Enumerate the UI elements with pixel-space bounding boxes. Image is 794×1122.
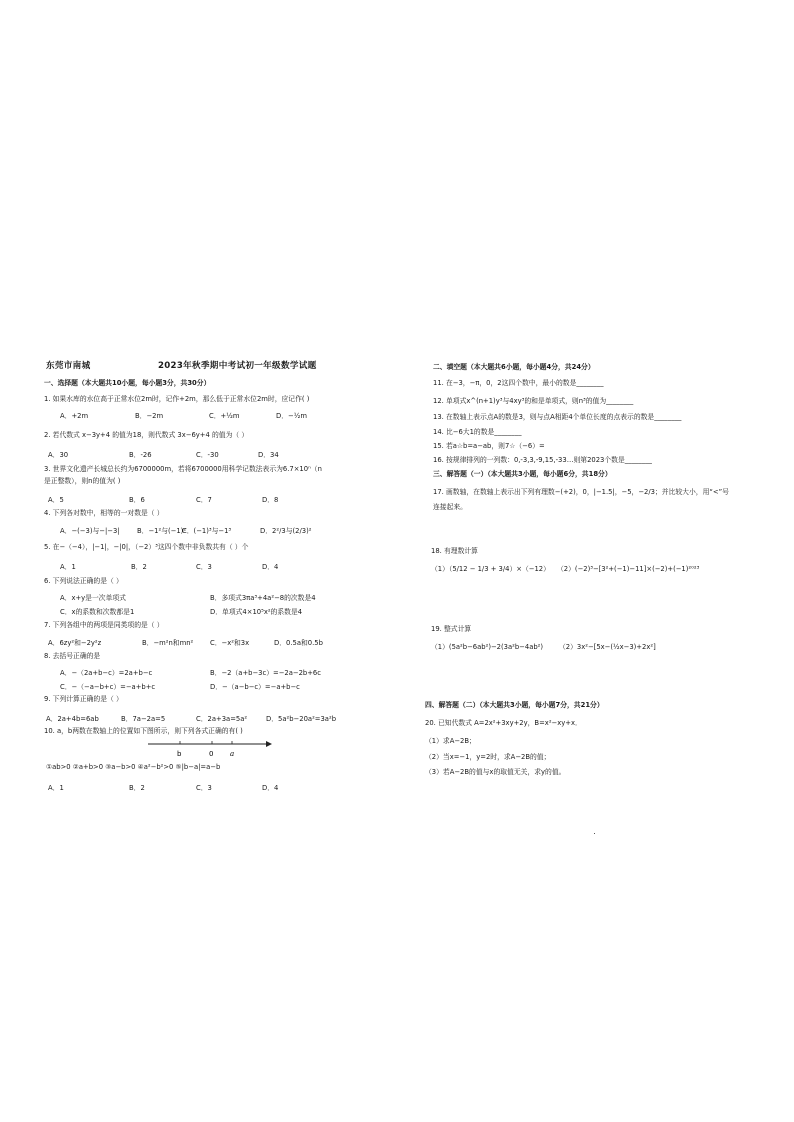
section-2-heading: 二、填空题（本大题共6小题，每小题4分，共24分）: [433, 363, 595, 371]
question-5: 5. 在−（−4），|−1|，−|0|，（−2）³这四个数中非负数共有（ ）个: [44, 543, 249, 551]
q8-option-c: C．−（−a−b+c）=−a+b+c: [60, 683, 156, 691]
question-20-part-2: （2）当x=−1，y=2时，求A−2B的值；: [425, 753, 551, 761]
scan-speck: [594, 833, 595, 834]
q9-option-d: D．5a²b−20a²=3a²b: [266, 715, 337, 723]
question-16: 16. 按规律排列的一列数：0,-3,3,-9,15,-33…则第2023个数是________: [433, 456, 652, 464]
question-6: 6. 下列说法正确的是（ ）: [44, 577, 123, 585]
question-7: 7. 下列各组中的两项是同类项的是（ ）: [44, 621, 164, 629]
section-3-heading: 三、解答题（一）（本大题共3小题，每小题6分，共18分）: [433, 470, 612, 478]
number-line-diagram: [144, 738, 274, 760]
question-20-part-1: （1）求A−2B；: [425, 737, 476, 745]
q5-option-d: D．4: [262, 563, 279, 571]
region-label: 东莞市南城: [46, 361, 91, 371]
question-17-line-2: 连接起来。: [433, 503, 467, 511]
question-17: 17. 画数轴，在数轴上表示出下列有理数−(+2)，0，|−1.5|，−5，−2/3；并比较大小，用“<”号: [433, 488, 729, 496]
question-2: 2. 若代数式 x−3y+4 的值为18，则代数式 3x−6y+4 的值为（ ）: [44, 431, 249, 439]
question-20: 20. 已知代数式 A=2x²+3xy+2y，B=x²−xy+x．: [425, 719, 582, 727]
q6-option-c: C．x的系数和次数都是1: [60, 608, 135, 616]
q9-option-b: B．7a−2a=5: [121, 715, 166, 723]
question-18-part-2: （2）(−2)³−[3²+(−1)−11]×(−2)+(−1)²⁰²³: [557, 565, 700, 573]
question-15: 15. 若a☆b=a−ab，则7☆（−6）=: [433, 442, 545, 450]
q7-option-c: C．−x²和3x: [210, 639, 250, 647]
q7-option-d: D．0.5a和0.5b: [274, 639, 323, 647]
q5-option-a: A．1: [60, 563, 76, 571]
q2-option-d: D．34: [258, 451, 279, 459]
numline-label-0: 0: [209, 750, 214, 758]
numline-label-a: a: [230, 750, 235, 758]
q4-option-b: B．−1²与(−1)²: [137, 527, 187, 535]
q10-option-c: C．3: [196, 784, 212, 792]
q1-option-a: A．+2m: [60, 412, 89, 420]
question-4: 4. 下列各对数中，相等的一对数是（ ）: [44, 509, 164, 517]
q6-option-b: B．多项式3πa³+4a²−8的次数是4: [210, 594, 316, 602]
q1-option-b: B．−2m: [135, 412, 164, 420]
q3-option-d: D．8: [262, 496, 279, 504]
exam-title: 2023年秋季期中考试初一年级数学试题: [158, 361, 317, 371]
q2-option-c: C．-30: [196, 451, 219, 459]
q7-option-b: B．−m²n和mn²: [142, 639, 194, 647]
question-8: 8. 去括号正确的是: [44, 652, 101, 660]
q4-option-d: D．2²/3与(2/3)²: [260, 527, 312, 535]
numline-label-b: b: [177, 750, 182, 758]
question-10: 10. a，b两数在数轴上的位置如下图所示，则下列各式正确的有( ): [44, 727, 243, 735]
question-13: 13. 在数轴上表示点A的数是3，则与点A相距4个单位长度的点表示的数是________: [433, 413, 682, 421]
q8-option-d: D．−（a−b−c）=−a+b−c: [210, 683, 300, 691]
section-1-heading: 一、选择题（本大题共10小题，每小题3分，共30分）: [44, 379, 211, 387]
q3-option-c: C．7: [196, 496, 212, 504]
q10-option-b: B．2: [129, 784, 145, 792]
q3-option-b: B．6: [129, 496, 145, 504]
question-19-part-1: （1）(5a²b−6ab²)−2(3a²b−4ab²): [431, 643, 544, 651]
section-4-heading: 四、解答题（二）（本大题共3小题，每小题7分，共21分）: [425, 701, 604, 709]
q9-option-a: A．2a+4b=6ab: [46, 715, 99, 723]
question-18: 18. 有理数计算: [431, 547, 478, 555]
question-18-part-1: （1）（5/12 − 1/3 + 3/4）×（−12）: [431, 565, 550, 573]
question-1: 1. 如果水库的水位高于正常水位2m时，记作+2m，那么低于正常水位2m时，应记作( ): [44, 395, 310, 403]
q5-option-c: C．3: [196, 563, 212, 571]
q10-statements: ①ab>0 ②a+b>0 ③a−b>0 ④a²−b²>0 ⑤|b−a|=a−b: [46, 763, 221, 771]
q1-option-c: C．+½m: [209, 412, 240, 420]
question-9: 9. 下列计算正确的是（ ）: [44, 695, 123, 703]
q5-option-b: B．2: [131, 563, 147, 571]
q8-option-a: A．−（2a+b−c）=2a+b−c: [60, 669, 153, 677]
q10-option-d: D．4: [262, 784, 279, 792]
question-14: 14. 比−6大1的数是________: [433, 428, 522, 436]
q3-option-a: A．5: [48, 496, 64, 504]
q1-option-d: D．−½m: [276, 412, 307, 420]
q4-option-c: C．(−1)³与−1³: [182, 527, 232, 535]
q4-option-a: A．−(−3)与−|−3|: [60, 527, 120, 535]
q8-option-b: B．−2（a+b−3c）=−2a−2b+6c: [210, 669, 321, 677]
q6-option-d: D．单项式4×10⁵x²的系数是4: [210, 608, 303, 616]
question-11: 11. 在−3，−π，0，2这四个数中，最小的数是________: [433, 379, 604, 387]
q6-option-a: A．x+y是一次单项式: [60, 594, 126, 602]
question-12: 12. 单项式x^(n+1)y³与4xy³的和是单项式，则n³的值为________: [433, 397, 634, 405]
q2-option-b: B．-26: [129, 451, 152, 459]
q2-option-a: A．30: [48, 451, 69, 459]
q10-option-a: A．1: [48, 784, 64, 792]
question-19: 19. 整式计算: [431, 625, 472, 633]
q9-option-c: C．2a+3a=5a²: [196, 715, 248, 723]
question-3-line-1: 3. 世界文化遗产长城总长约为6700000m，若将6700000用科学记数法表示为6.7×10ⁿ（n: [44, 465, 322, 473]
question-19-part-2: （2）3x²−[5x−(½x−3)+2x²]: [559, 643, 656, 651]
number-line-arrow-icon: [266, 741, 272, 747]
question-3-line-2: 是正整数），则n的值为( ): [44, 477, 121, 485]
q7-option-a: A．6zy²和−2y²z: [48, 639, 102, 647]
question-20-part-3: （3）若A−2B的值与x的取值无关，求y的值。: [425, 768, 566, 776]
